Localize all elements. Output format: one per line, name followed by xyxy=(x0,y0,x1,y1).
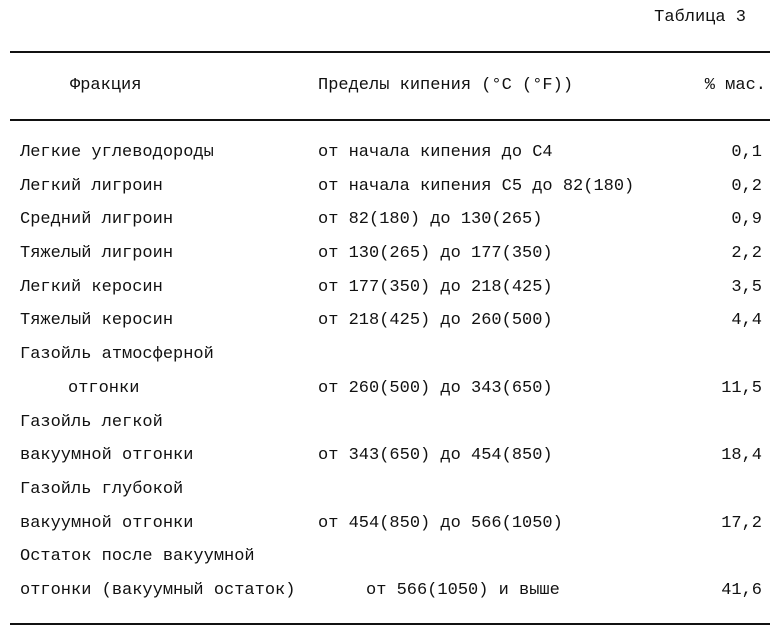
fraction-name: Легкие углеводороды xyxy=(20,143,214,162)
table-row xyxy=(0,445,780,479)
table-row xyxy=(0,344,780,378)
mass-percent: 0,1 xyxy=(731,143,762,162)
boiling-range: от 177(350) до 218(425) xyxy=(318,277,553,297)
table-row xyxy=(0,277,780,311)
fraction-name: Тяжелый керосин xyxy=(20,311,174,331)
header-fraction: Фракция xyxy=(70,76,142,95)
header-mass-percent: % мас. xyxy=(704,76,766,95)
fraction-name: Легкий керосин xyxy=(20,277,163,297)
mass-percent: 41,6 xyxy=(721,580,762,600)
mass-percent: 17,2 xyxy=(721,513,762,533)
boiling-range: от начала кипения С5 до 82(180) xyxy=(318,176,635,196)
mass-percent: 0,2 xyxy=(731,176,762,196)
boiling-range: от начала кипения до С4 xyxy=(318,143,553,162)
table-row xyxy=(0,412,780,446)
table-row xyxy=(0,378,780,412)
boiling-range: от 130(265) до 177(350) xyxy=(318,244,553,264)
boiling-range: от 218(425) до 260(500) xyxy=(318,311,553,331)
fraction-name: Тяжелый лигроин xyxy=(20,244,174,264)
table-row xyxy=(0,479,780,513)
table-row xyxy=(0,142,780,176)
fraction-name: Остаток после вакуумной xyxy=(20,547,255,567)
fraction-name: Газойль легкой xyxy=(20,412,163,432)
table-row xyxy=(0,546,780,580)
fraction-name: Газойль глубокой xyxy=(20,479,184,499)
boiling-range: от 343(650) до 454(850) xyxy=(318,446,553,466)
boiling-range: от 82(180) до 130(265) xyxy=(318,210,543,230)
mass-percent: 2,2 xyxy=(731,244,762,264)
mass-percent: 4,4 xyxy=(731,311,762,331)
fraction-name: вакуумной отгонки xyxy=(20,446,194,466)
fraction-name: отгонки (вакуумный остаток) xyxy=(20,580,296,600)
mass-percent: 11,5 xyxy=(721,378,762,398)
table-body xyxy=(0,142,780,614)
top-rule xyxy=(10,51,770,53)
mass-percent: 18,4 xyxy=(721,446,762,466)
boiling-range: от 566(1050) и выше xyxy=(366,580,560,600)
table-row xyxy=(0,513,780,547)
fraction-name: отгонки xyxy=(68,378,140,398)
table-row xyxy=(0,310,780,344)
table-caption: Таблица 3 xyxy=(654,8,746,27)
fraction-name: Легкий лигроин xyxy=(20,176,163,196)
mass-percent: 3,5 xyxy=(731,277,762,297)
fraction-name: вакуумной отгонки xyxy=(20,513,194,533)
table-row xyxy=(0,243,780,277)
bottom-rule xyxy=(10,623,770,625)
boiling-range: от 454(850) до 566(1050) xyxy=(318,513,563,533)
header-rule xyxy=(10,119,770,121)
fraction-name: Средний лигроин xyxy=(20,210,174,230)
boiling-range: от 260(500) до 343(650) xyxy=(318,378,553,398)
table-header xyxy=(0,75,780,97)
fraction-name: Газойль атмосферной xyxy=(20,345,214,365)
table-row xyxy=(0,580,780,614)
table-row xyxy=(0,209,780,243)
table-row xyxy=(0,176,780,210)
header-boiling-range: Пределы кипения (°C (°F)) xyxy=(318,76,574,95)
mass-percent: 0,9 xyxy=(731,210,762,230)
